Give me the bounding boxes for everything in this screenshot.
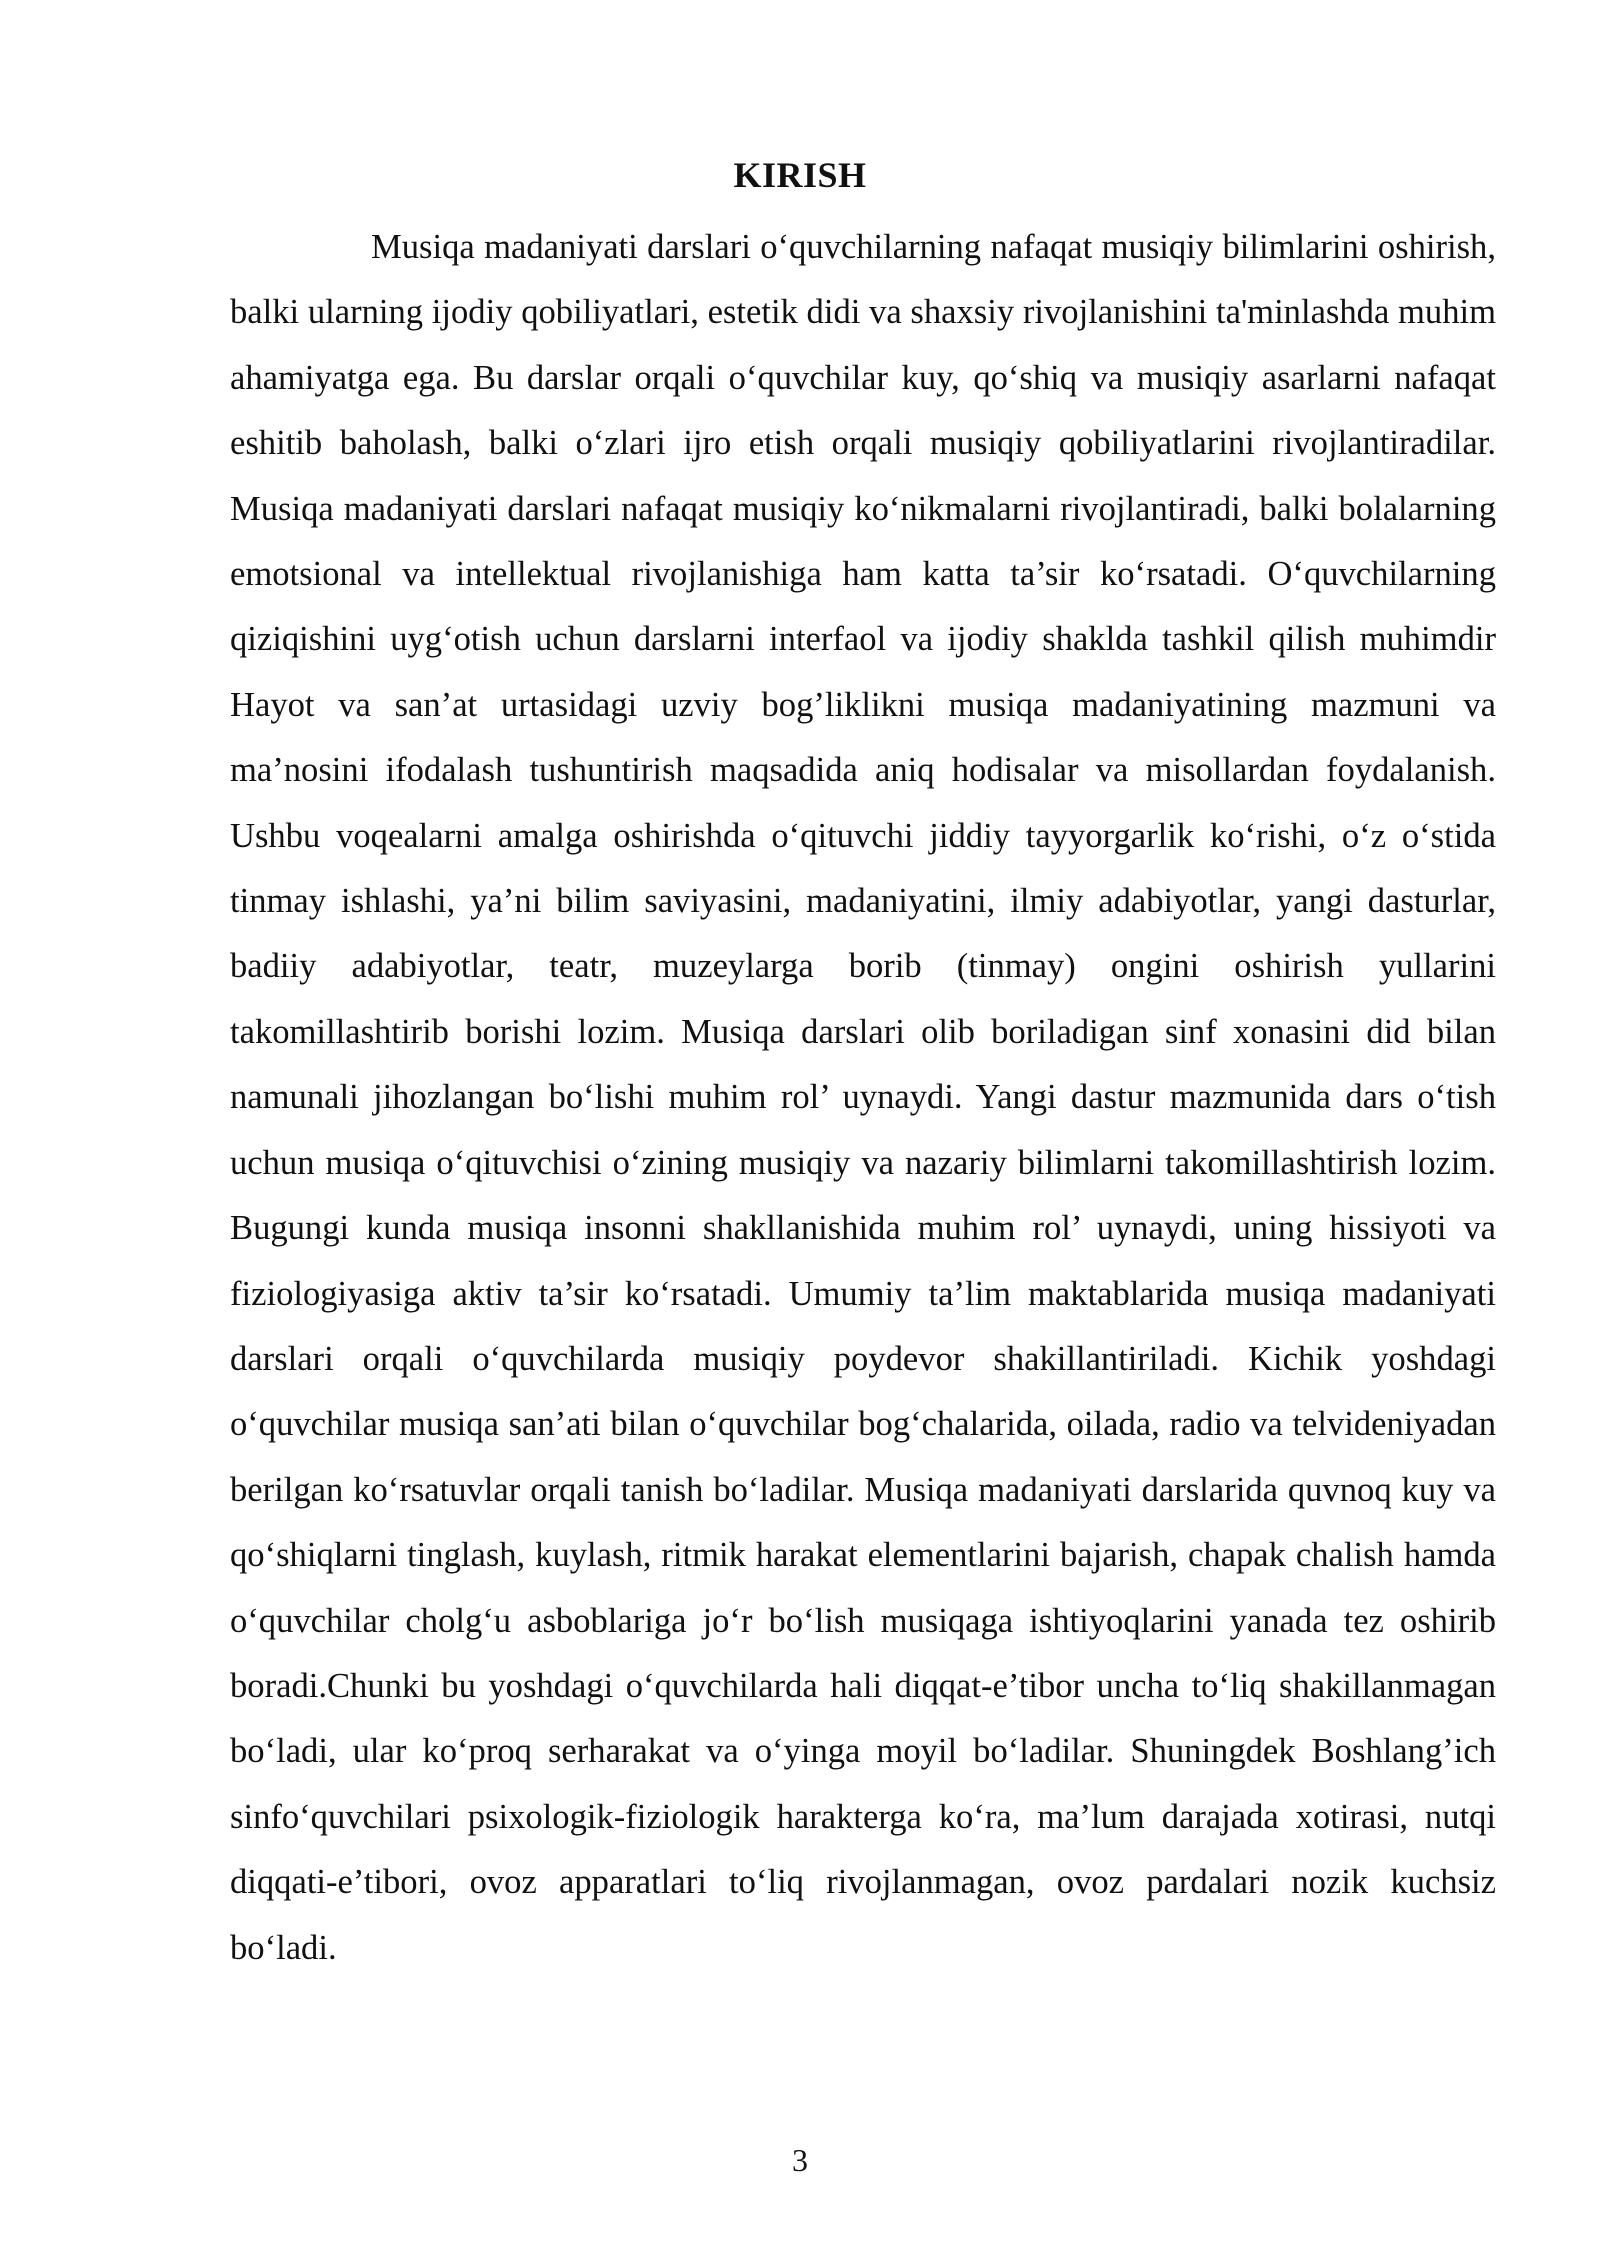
page-number: 3 xyxy=(792,2142,808,2178)
body-paragraph: Musiqa madaniyati darslari o‘quvchilarning nafaqat musiqiy bilimlarini oshirish, balki ularning ijodiy qobiliyatlari, estetik didi va shaxsiy rivojlanishini ta'minlashda muhim ahamiyatga ega. Bu darslar orqali o‘quvchilar kuy, qo‘shiq va musiqiy asarlarni nafaqat eshitib baholash, balki o‘zlari ijro etish orqali musiqiy qobiliyatlarini rivojlantiradilar. Musiqa madaniyati darslari nafaqat musiqiy ko‘nikmalarni rivojlantiradi, balki bolalarning emotsional va intellektual rivojlanishiga ham katta ta’sir ko‘rsatadi. O‘quvchilarning qiziqishini uyg‘otish uchun darslarni interfaol va ijodiy shaklda tashkil qilish muhimdir Hayot va san’at urtasidagi uzviy bog’liklikni musiqa madaniyatining mazmuni va ma’nosini ifodalash tushuntirish maqsadida aniq hodisalar va misollardan foydalanish. Ushbu voqealarni amalga oshirishda o‘qituvchi jiddiy tayyorgarlik ko‘rishi, o‘z o‘stida tinmay ishlashi, ya’ni bilim saviyasini, madaniyatini, ilmiy adabiyotlar, yangi dasturlar, badiiy adabiyotlar, teatr, muzeylarga borib (tinmay) ongini oshirish yullarini takomillashtirib borishi lozim. Musiqa darslari olib boriladigan sinf xonasini did bilan namunali jihozlangan bo‘lishi muhim rol’ uynaydi. Yangi dastur mazmunida dars o‘tish uchun musiqa o‘qituvchisi o‘zining musiqiy va nazariy bilimlarni takomillashtirish lozim. Bugungi kunda musiqa insonni shakllanishida muhim rol’ uynaydi, uning hissiyoti va fiziologiyasiga aktiv ta’sir ko‘rsatadi. Umumiy ta’lim maktablarida musiqa madaniyati darslari orqali o‘quvchilarda musiqiy poydevor shakillantiriladi. Kichik yoshdagi o‘quvchilar musiqa san’ati bilan o‘quvchilar bog‘chalarida, oilada, radio va telvideniyadan berilgan ko‘rsatuvlar orqali tanish bo‘ladilar. Musiqa madaniyati darslarida quvnoq kuy va qo‘shiqlarni tinglash, kuylash, ritmik harakat elementlarini bajarish, chapak chalish hamda o‘quvchilar cholg‘u asboblariga jo‘r bo‘lish musiqaga ishtiyoqlarini yanada tez oshirib boradi.Chunki bu yoshdagi o‘quvchilarda hali diqqat-e’tibor uncha to‘liq shakillanmagan bo‘ladi, ular ko‘proq serharakat va o‘yinga moyil bo‘ladilar. Shuningdek Boshlang’ich sinfo‘quvchilari psixologik-fiziologik harakterga ko‘ra, ma’lum darajada xotirasi, nutqi diqqati-e’tibori, ovoz apparatlari to‘liq rivojlanmagan, ovoz pardalari nozik kuchsiz bo‘ladi. xyxy=(230,228,1496,1967)
section-title: KIRISH xyxy=(733,155,867,195)
